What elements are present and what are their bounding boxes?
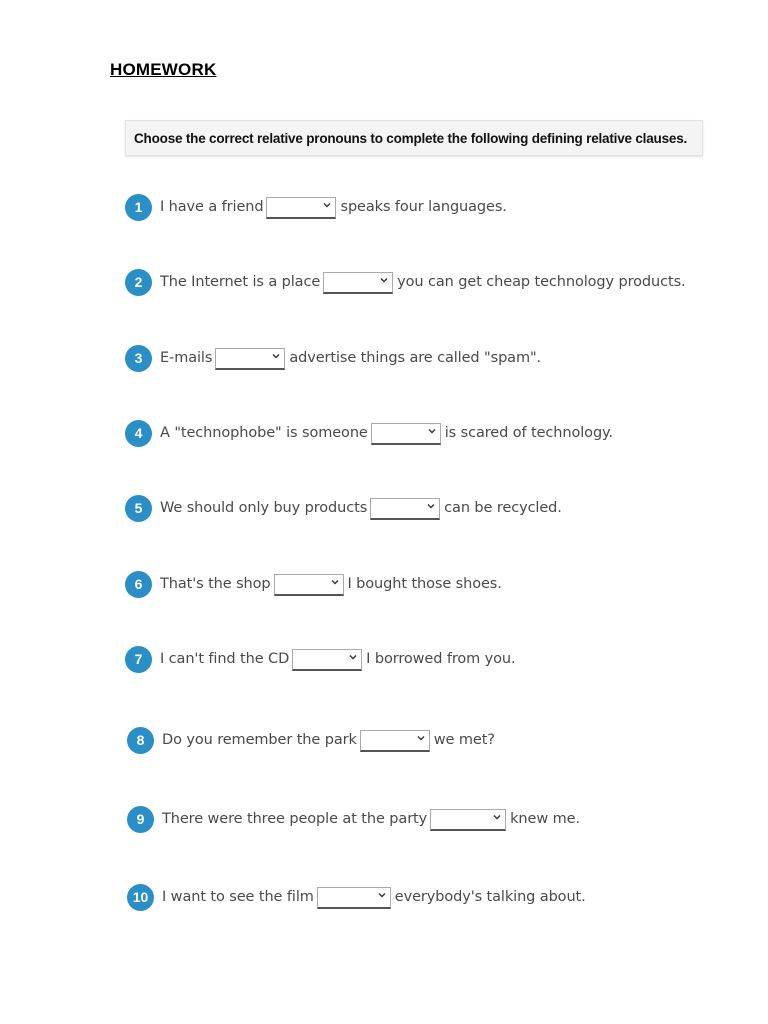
question-row-2 [125, 268, 686, 296]
question-text-before: We should only buy products [160, 500, 368, 516]
question-row-7 [125, 645, 516, 673]
answer-dropdown[interactable] [274, 573, 344, 595]
instructions-text: Choose the correct relative pronouns to complete the following defining relative clauses. [134, 131, 688, 146]
answer-dropdown[interactable] [360, 729, 430, 751]
question-text-after: everybody's talking about. [394, 889, 586, 905]
answer-select[interactable] [317, 887, 391, 909]
question-text-before: A "technophobe" is someone [160, 425, 368, 441]
question-number-badge: 3 [125, 345, 152, 372]
question-row-4 [125, 419, 613, 447]
question-text-before: Do you remember the park [162, 732, 357, 748]
answer-dropdown[interactable] [370, 497, 440, 519]
question-text-before: I can't find the CD [160, 651, 290, 667]
question-number-badge: 1 [125, 194, 152, 221]
question-row-9 [127, 805, 580, 833]
answer-dropdown[interactable] [266, 196, 336, 218]
question-number-badge: 2 [125, 269, 152, 296]
answer-select[interactable] [292, 649, 362, 671]
question-row-1 [125, 193, 507, 221]
question-text-after: we met? [433, 732, 495, 748]
question-number-badge: 10 [127, 884, 154, 911]
answer-dropdown[interactable] [430, 808, 506, 830]
question-text-after: I bought those shoes. [347, 576, 502, 592]
question-text-before: The Internet is a place [160, 274, 321, 290]
answer-select[interactable] [215, 348, 285, 370]
question-text-after: you can get cheap technology products. [397, 274, 686, 290]
question-row-10 [127, 883, 586, 911]
question-text-before: I want to see the film [162, 889, 314, 905]
question-text-after: is scared of technology. [444, 425, 613, 441]
answer-select[interactable] [266, 197, 336, 219]
question-row-6 [125, 570, 502, 598]
answer-select[interactable] [274, 574, 344, 596]
question-number-badge: 7 [125, 646, 152, 673]
page-heading: HOMEWORK [110, 60, 217, 79]
question-row-5 [125, 494, 562, 522]
answer-select[interactable] [360, 730, 430, 752]
answer-select[interactable] [371, 423, 441, 445]
answer-dropdown[interactable] [371, 422, 441, 444]
question-number-badge: 6 [125, 571, 152, 598]
answer-dropdown[interactable] [323, 271, 393, 293]
question-row-3 [125, 344, 541, 372]
answer-select[interactable] [323, 272, 393, 294]
question-text-after: advertise things are called "spam". [289, 350, 542, 366]
answer-dropdown[interactable] [317, 886, 391, 908]
question-text-after: speaks four languages. [340, 199, 507, 215]
instructions-box [125, 120, 703, 156]
answer-select[interactable] [430, 809, 506, 831]
question-text-after: can be recycled. [444, 500, 562, 516]
question-text-before: That's the shop [160, 576, 271, 592]
question-number-badge: 9 [127, 806, 154, 833]
question-text-before: There were three people at the party [162, 811, 428, 827]
answer-dropdown[interactable] [292, 648, 362, 670]
answer-dropdown[interactable] [215, 347, 285, 369]
question-text-before: E-mails [160, 350, 213, 366]
question-text-before: I have a friend [160, 199, 264, 215]
question-number-badge: 5 [125, 495, 152, 522]
question-row-8 [127, 726, 495, 754]
question-text-after: I borrowed from you. [366, 651, 516, 667]
question-number-badge: 4 [125, 420, 152, 447]
answer-select[interactable] [370, 498, 440, 520]
question-number-badge: 8 [127, 727, 154, 754]
question-text-after: knew me. [510, 811, 580, 827]
